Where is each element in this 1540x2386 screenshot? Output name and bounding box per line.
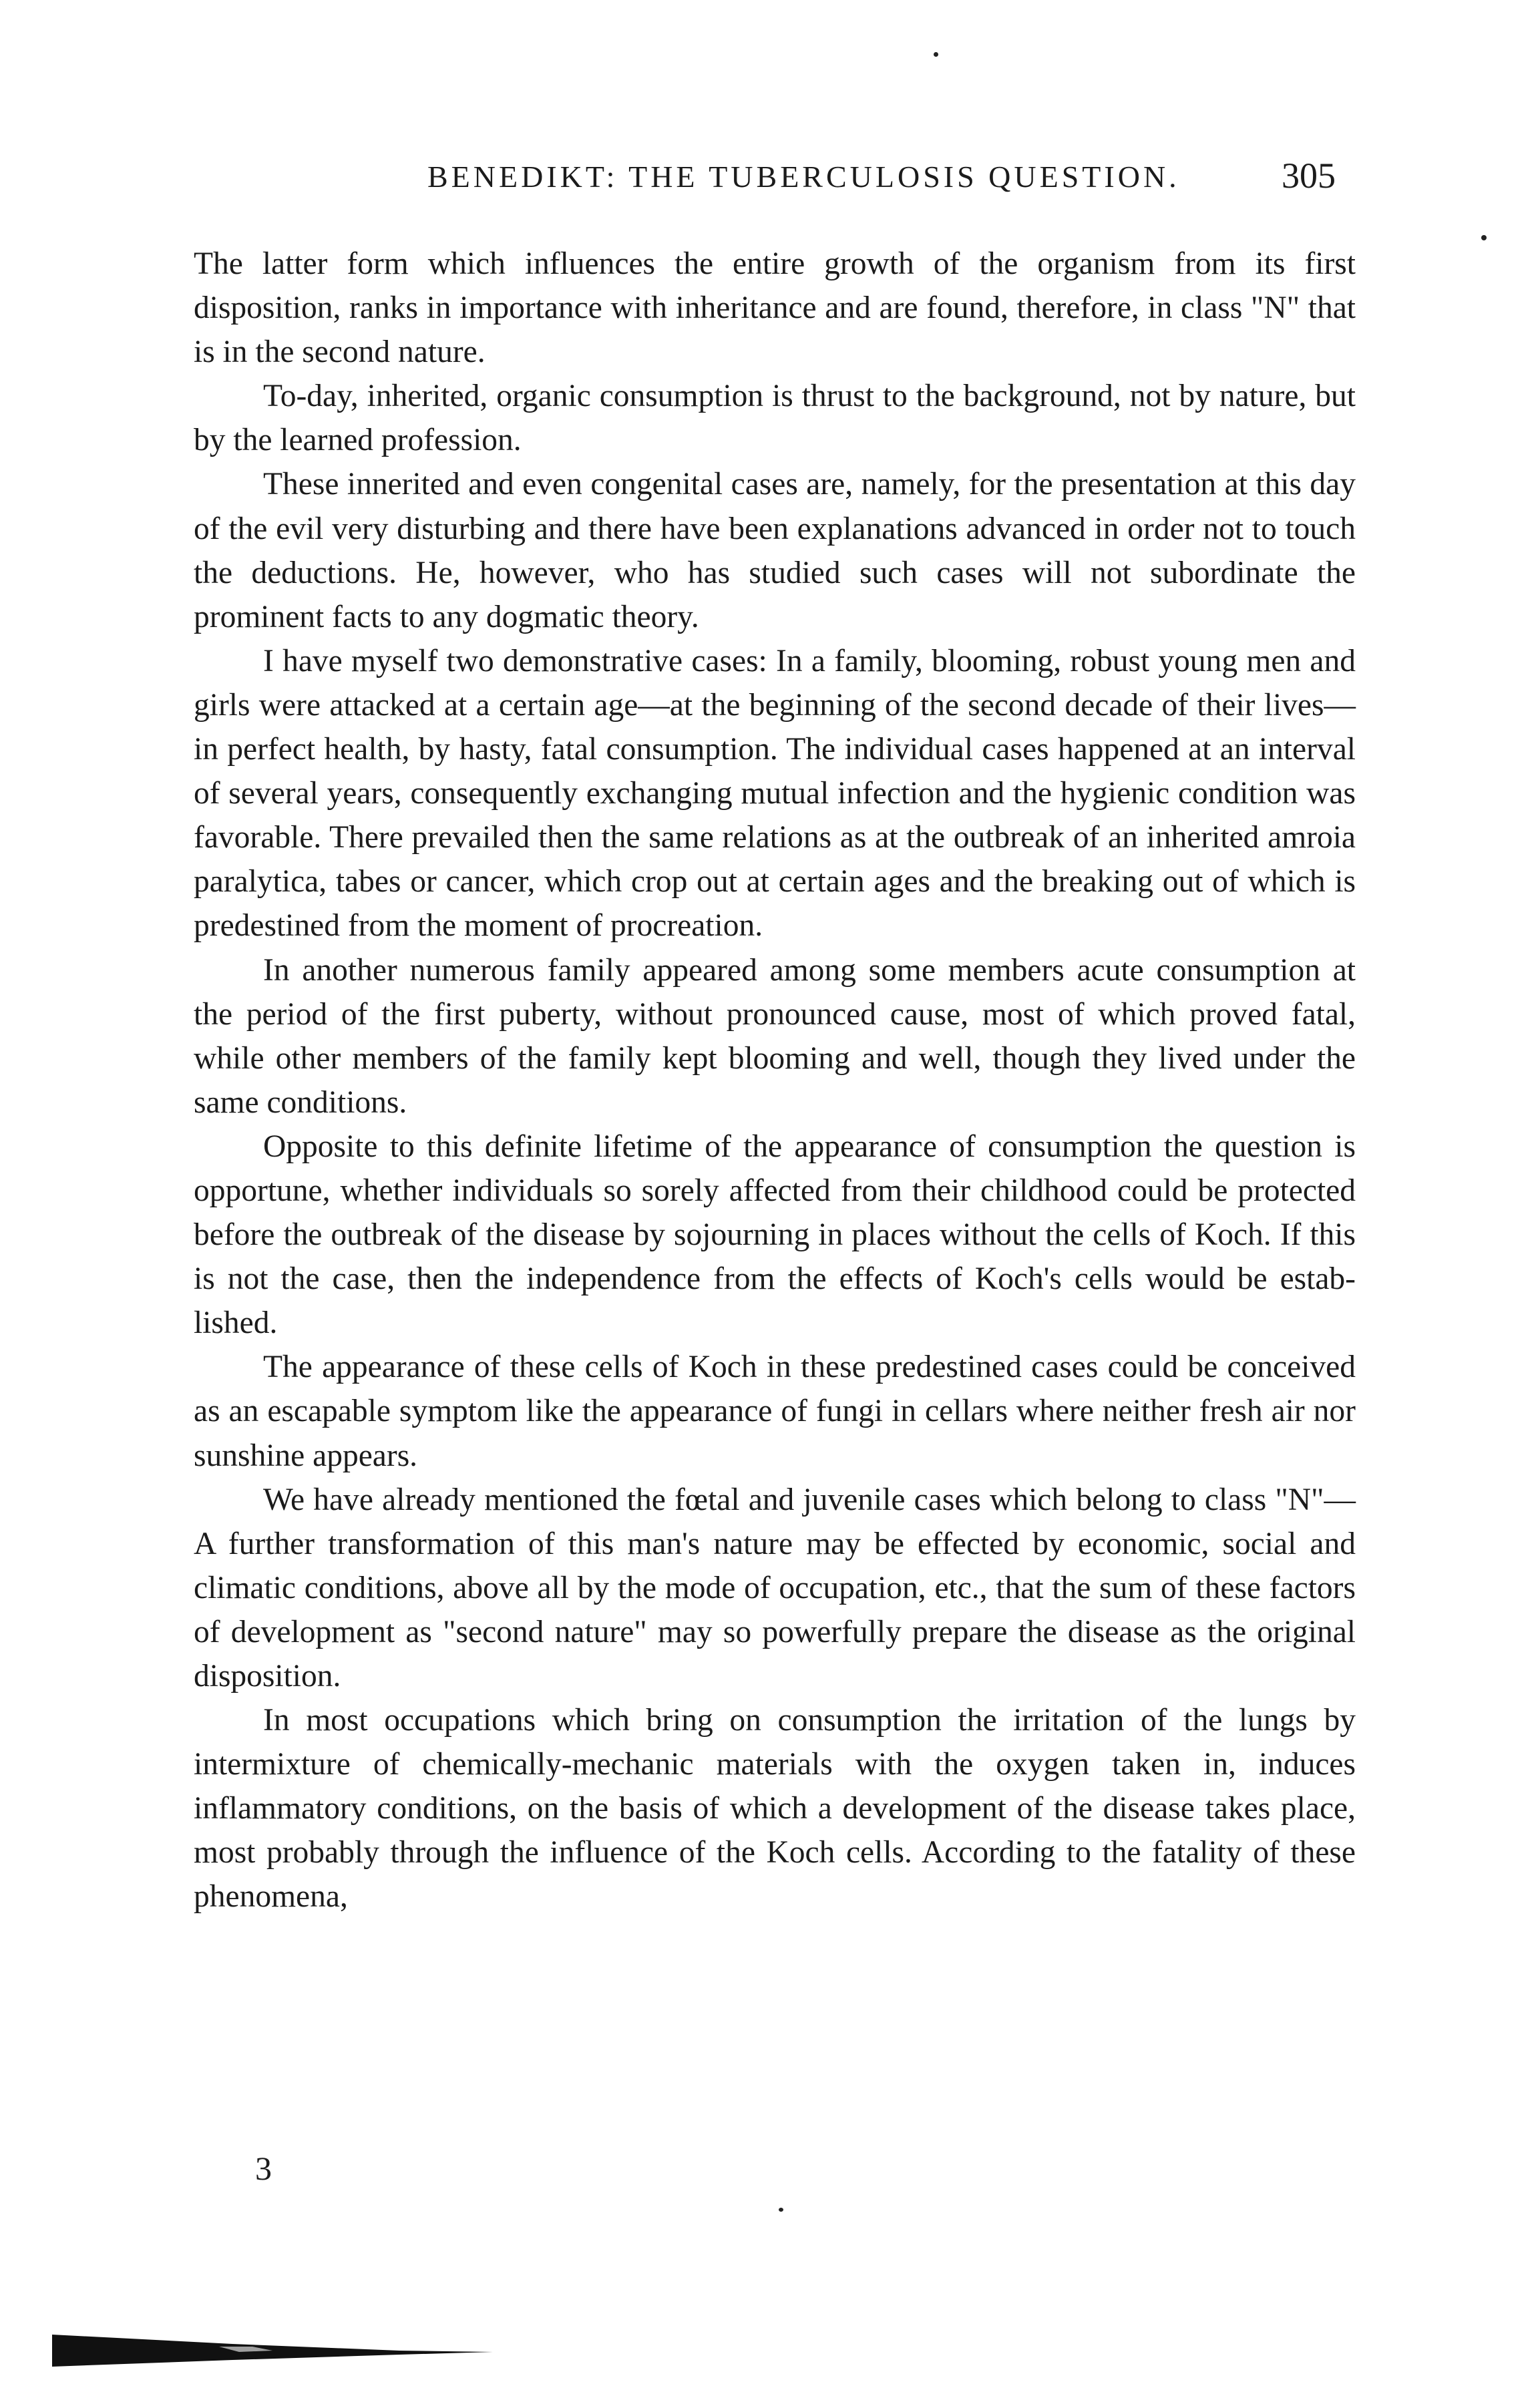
- paragraph: I have myself two demonstrative cases: In a family, blooming, robust young men and girls were attacked at a certain age—at the beginning of the second decade of their lives—in perfect health, by hasty, fatal consumption. The individual cases happened at an interval of several years, consequently exchanging mutual infection and the hygienic condition was favorable. There prevailed then the same relations as at the outbreak of an inherited amroia paralytica, tabes or cancer, which crop out at certain ages and the breaking out of which is predestined from the moment of procreation.: [194, 643, 1356, 944]
- running-head-title: BENEDIKT: THE TUBERCULOSIS QUESTION.: [427, 160, 1180, 194]
- paragraph: The appearance of these cells of Koch in these predestined cases could be conceived as an escapable symptom like the appearance of fungi in cellars where neither fresh air nor sunshine appears.: [194, 1350, 1356, 1473]
- speck-margin-right: [1481, 235, 1487, 240]
- body-text: [194, 242, 1356, 1919]
- page-number: 305: [1282, 156, 1336, 196]
- paragraph: Opposite to this definite lifetime of the appearance of consumption the question is opportune, whether individuals so sorely affected from their childhood could be protected before the outbreak of the disease by sojourning in places without the cells of Koch. If this is not the case, then the independence from the effects of Koch's cells would be established.: [194, 1129, 1356, 1341]
- speck-top: [934, 52, 938, 57]
- running-header: [427, 156, 1336, 206]
- signature-mark: 3: [255, 2150, 272, 2187]
- paragraph: To-day, inherited, organic consumption is thrust to the background, not by nature, but by the learned profession.: [194, 379, 1356, 458]
- paragraph: In another numerous family appeared among some members acute consumption at the period of the first puberty, without pronounced cause, most of which proved fatal, while other members of the family kept blooming and well, though they lived under the same conditions.: [194, 952, 1356, 1120]
- paragraph: These innerited and even congenital cases are, namely, for the presentation at this day of the evil very disturbing and there have been explanations advanced in order not to touch the deductions. He, however, who has studied such cases will not subordinate the prominent facts to any dogmatic theory.: [194, 467, 1356, 634]
- paragraph: In most occupations which bring on consumption the irritation of the lungs by intermixture of chemically-mechanic materials with the oxygen taken in, induces inflammatory conditions, on the basis of which a development of the disease takes place, most probably through the influence of the Koch cells. According to the fatality of these phenomena,: [194, 1703, 1356, 1915]
- paragraph: We have already mentioned the fœtal and juvenile cases which belong to class "N"—A further transformation of this man's nature may be effected by economic, social and climatic conditions, above all by the mode of occupation, etc., that the sum of these factors of development as "second nature" may so powerfully prepare the disease as the original disposition.: [194, 1482, 1356, 1694]
- scan-artifact-streak: [52, 2323, 493, 2369]
- paragraph: The latter form which influences the entire growth of the organism from its first disposition, ranks in importance with inheritance and are found, therefore, in class "N" that is in the second nature.: [194, 246, 1356, 370]
- speck-bottom: [779, 2208, 783, 2212]
